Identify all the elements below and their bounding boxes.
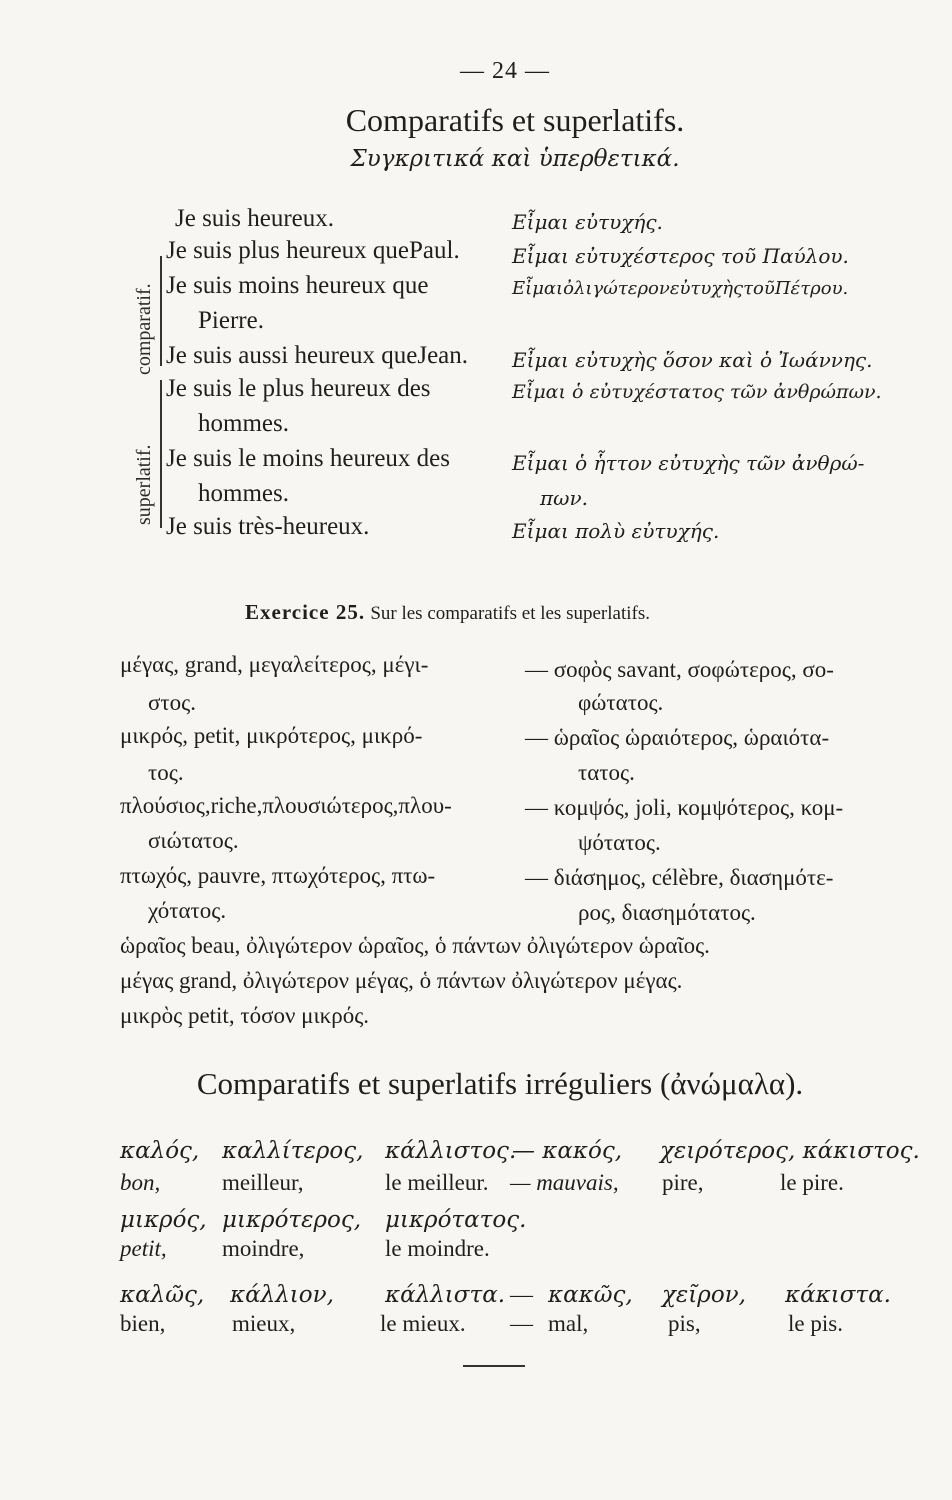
irregular-cell: le pire. [780, 1170, 844, 1195]
irregular-title: Comparatifs et superlatifs irréguliers (ἀνώμαλα). [196, 1066, 804, 1101]
irregular-cell: le mieux. [380, 1311, 466, 1336]
exercise-line: φώτατος. [578, 690, 664, 715]
page-number: — 24 — [460, 58, 550, 84]
irregular-cell: μικρότερος, [222, 1207, 362, 1233]
exercise-line: ψότατος. [578, 830, 661, 855]
example-gr-2: Εἶμαι εὐτυχέστερος τοῦ Παύλου. [512, 244, 849, 268]
exercise-line: ὡραῖος beau, ὀλιγώτερον ὡραῖος, ὁ πάντων ὀλιγώτερον ὡραῖος. [120, 933, 710, 958]
irregular-cell: κακῶς, [548, 1282, 633, 1308]
exercise-line: στος. [148, 690, 196, 715]
irregular-cell: bon, [120, 1170, 161, 1195]
irregular-cell: mieux, [232, 1311, 296, 1336]
irregular-cell: meilleur, [222, 1170, 304, 1195]
exercise-line: πτωχός, pauvre, πτωχότερος, πτω- [120, 863, 436, 888]
exercise-line: τος. [148, 760, 184, 785]
irregular-cell: καλλίτερος, [222, 1138, 364, 1164]
irregular-cell: pire, [662, 1170, 704, 1195]
exercise-line: χότατος. [148, 898, 227, 923]
exercise-line: μέγας, grand, μεγαλείτερος, μέγι- [120, 652, 429, 677]
irregular-cell: bien, [120, 1311, 166, 1336]
irregular-cell: — [510, 1311, 533, 1336]
irregular-cell: le pis. [788, 1311, 843, 1336]
example-gr-1: Εἶμαι εὐτυχής. [512, 210, 663, 234]
exercise-line: — ὡραῖος ὡραιότερος, ὡραιότα- [525, 725, 830, 750]
exercise-label: Exercice 25. [245, 600, 366, 624]
exercise-line: μέγας grand, ὀλιγώτερον μέγας, ὁ πάντων ὀλιγώτερον μέγας. [120, 968, 683, 993]
irregular-cell: χεῖρον, [662, 1282, 746, 1308]
example-gr-6: Εἶμαι ὁ εὐτυχέστατος τῶν ἀνθρώπων. [512, 381, 882, 403]
example-fr-3: Je suis moins heureux que [166, 272, 429, 299]
irregular-cell: le meilleur. [385, 1170, 489, 1195]
exercise-line: μικρός, petit, μικρότερος, μικρό- [120, 723, 423, 748]
example-fr-9: hommes. [198, 480, 289, 507]
exercise-line: — διάσημος, célèbre, διασημότε- [525, 865, 834, 890]
section-title-greek: Συγκριτικά καὶ ὑπερθετικά. [350, 146, 680, 172]
irregular-cell: mal, [548, 1311, 589, 1336]
irregular-cell: μικρός, [120, 1207, 207, 1233]
brace-superlatif [160, 380, 162, 528]
exercise-line: ρος, διασημότατος. [578, 900, 756, 925]
closing-rule [463, 1365, 525, 1367]
example-gr-8: Εἶμαι ὁ ἧττον εὐτυχὴς τῶν ἀνθρώ- [512, 451, 865, 475]
exercise-instruction: Sur les comparatifs et les superlatifs. [370, 603, 650, 624]
example-fr-7: hommes. [198, 410, 289, 437]
exercise-header [245, 600, 650, 625]
exercise-line: — σοφὸς savant, σοφώτερος, σο- [525, 657, 834, 682]
irregular-cell: moindre, [222, 1236, 305, 1261]
example-fr-4: Pierre. [198, 307, 264, 334]
irregular-cell: — κακός, [512, 1138, 623, 1164]
irregular-cell: petit, [120, 1236, 167, 1261]
irregular-cell: κάκιστα. [785, 1282, 891, 1308]
irregular-cell: pis, [668, 1311, 701, 1336]
section-title: Comparatifs et superlatifs. [345, 102, 685, 138]
exercise-line: — κομψός, joli, κομψότερος, κομ- [525, 795, 844, 820]
irregular-cell: — mauvais, [510, 1170, 619, 1195]
example-fr-5: Je suis aussi heureux queJean. [166, 342, 469, 369]
example-gr-5: Εἶμαι εὐτυχὴς ὅσον καὶ ὁ Ἰωάννης. [512, 348, 873, 372]
brace-comparatif [160, 256, 162, 366]
irregular-cell: κάλλιον, [230, 1282, 334, 1308]
example-fr-2: Je suis plus heureux quePaul. [166, 237, 460, 264]
example-fr-1: Je suis heureux. [175, 205, 334, 232]
irregular-cell: καλός, [120, 1138, 200, 1164]
example-fr-10: Je suis très-heureux. [166, 513, 370, 540]
example-gr-3: ΕἶμαιὀλιγώτερονεὐτυχὴςτοῦΠέτρου. [512, 278, 849, 299]
irregular-cell: — [510, 1282, 533, 1307]
side-label-comparatif: comparatif. [133, 283, 155, 375]
example-fr-8: Je suis le moins heureux des [166, 445, 450, 472]
example-fr-6: Je suis le plus heureux des [166, 375, 431, 402]
example-gr-9: πων. [540, 486, 588, 510]
side-label-superlatif: superlatif. [133, 444, 155, 525]
exercise-line: τατος. [578, 760, 635, 785]
irregular-cell: καλῶς, [120, 1282, 205, 1308]
irregular-cell: le moindre. [385, 1236, 490, 1261]
irregular-cell: μικρότατος. [385, 1207, 527, 1233]
exercise-line: πλούσιος,riche,πλουσιώτερος,πλου- [120, 793, 452, 818]
example-gr-10: Εἶμαι πολὺ εὐτυχής. [512, 519, 720, 543]
irregular-cell: χειρότερος, κάκιστος. [660, 1138, 920, 1164]
irregular-cell: κάλλιστα. [385, 1282, 506, 1308]
irregular-cell: κάλλιστος. [385, 1138, 517, 1164]
exercise-line: μικρὸς petit, τόσον μικρός. [120, 1003, 370, 1028]
exercise-line: σιώτατος. [148, 828, 239, 853]
